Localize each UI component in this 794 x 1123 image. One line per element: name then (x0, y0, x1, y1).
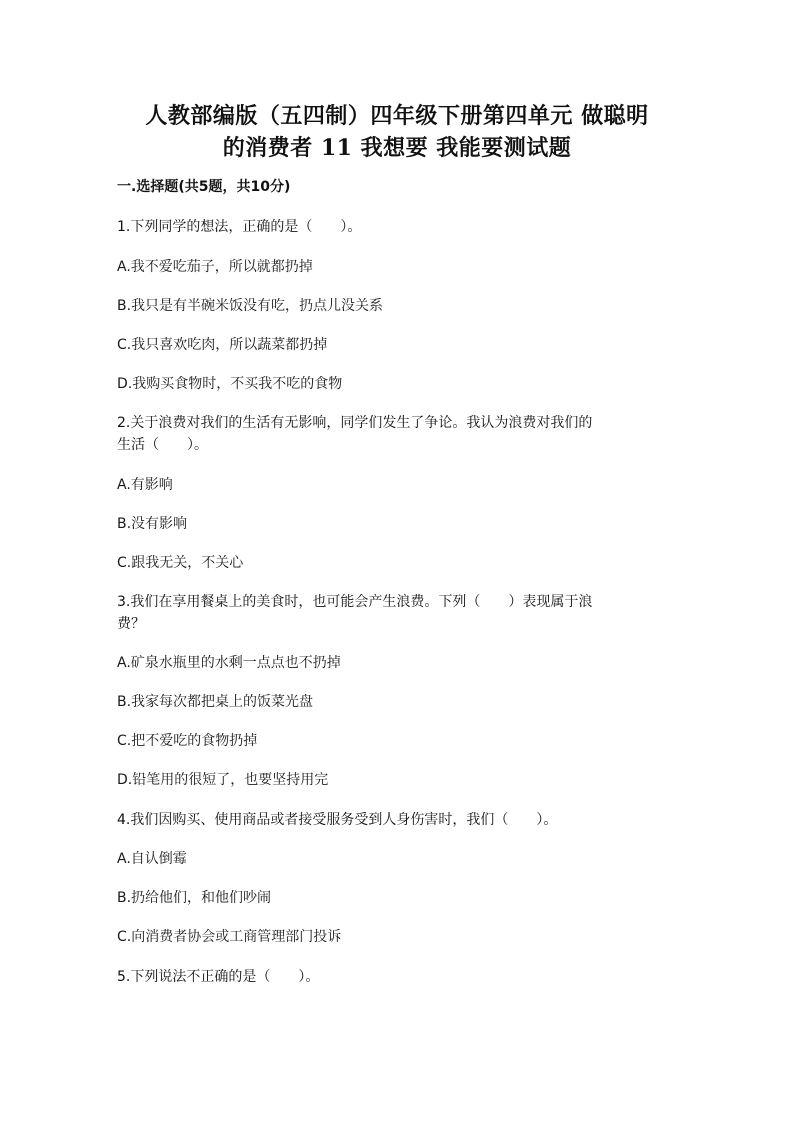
question-3-option-d: D.铅笔用的很短了，也要坚持用完 (117, 772, 329, 788)
question-3-option-c: C.把不爱吃的食物扔掉 (117, 733, 258, 749)
document-title-line-1: 人教部编版（五四制）四年级下册第四单元 做聪明 (145, 103, 649, 129)
section-heading: 一.选择题(共5题，共10分) (117, 179, 291, 195)
question-2-option-a: A.有影响 (117, 477, 173, 493)
question-3-stem-line-2: 费？ (117, 616, 145, 632)
question-1-stem: 1.下列同学的想法，正确的是（ ）。 (117, 219, 362, 235)
question-3-stem-line-1: 3.我们在享用餐桌上的美食时，也可能会产生浪费。下列（ ）表现属于浪 (117, 594, 593, 610)
question-3-option-a: A.矿泉水瓶里的水剩一点点也不扔掉 (117, 655, 341, 671)
question-4-stem: 4.我们因购买、使用商品或者接受服务受到人身伤害时，我们（ ）。 (117, 812, 558, 828)
question-2-option-c: C.跟我无关，不关心 (117, 555, 244, 571)
question-2-stem-line-1: 2.关于浪费对我们的生活有无影响，同学们发生了争论。我认为浪费对我们的 (117, 415, 593, 431)
question-1-option-b: B.我只是有半碗米饭没有吃，扔点儿没关系 (117, 298, 384, 314)
question-3-option-b: B.我家每次都把桌上的饭菜光盘 (117, 694, 314, 710)
question-1-option-a: A.我不爱吃茄子，所以就都扔掉 (117, 259, 313, 275)
document-title-line-2: 的消费者 11 我想要 我能要测试题 (222, 135, 572, 161)
question-4-option-b: B.扔给他们，和他们吵闹 (117, 890, 272, 906)
question-4-option-a: A.自认倒霉 (117, 851, 187, 867)
question-5-stem: 5.下列说法不正确的是（ ）。 (117, 969, 320, 985)
question-1-option-c: C.我只喜欢吃肉，所以蔬菜都扔掉 (117, 337, 328, 353)
question-2-stem-line-2: 生活（ ）。 (117, 437, 208, 453)
question-2-option-b: B.没有影响 (117, 516, 188, 532)
question-4-option-c: C.向消费者协会或工商管理部门投诉 (117, 929, 342, 945)
question-1-option-d: D.我购买食物时，不买我不吃的食物 (117, 376, 343, 392)
